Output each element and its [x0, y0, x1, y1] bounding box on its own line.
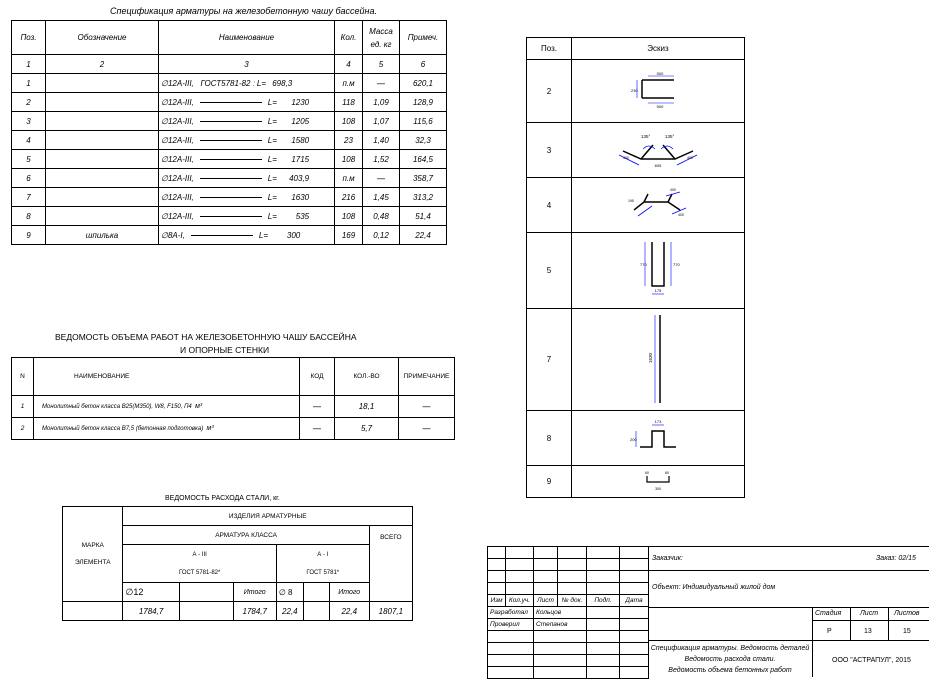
spec-row — [12, 112, 447, 131]
spec-mass: 0,12 — [363, 226, 400, 245]
spec-qty: 108 — [335, 150, 363, 169]
spec-mark — [46, 207, 159, 226]
steel-d8: ∅ 8 — [276, 583, 303, 602]
steel-a3-header — [123, 545, 276, 583]
spec-row — [12, 74, 447, 93]
dim-label: 400 — [623, 156, 629, 160]
stamp-header-row — [488, 595, 649, 607]
rebar-diameter: ∅12А-III, — [161, 135, 194, 145]
stamp-developer-role: Разработал — [488, 607, 534, 619]
spec-pos: 9 — [12, 226, 46, 245]
vol-name-text: Монолитный бетон класса В25(М350), W8, F150, П4 — [42, 404, 192, 410]
sketch-pos8-drawing — [628, 417, 688, 457]
dim-label: 1630 — [648, 352, 653, 363]
spec-mass: 1,40 — [363, 131, 400, 150]
dim-label: 500 — [656, 104, 664, 109]
stamp-col-label: Дата — [620, 595, 649, 607]
spec-note: 128,9 — [400, 93, 447, 112]
spec-qty: 216 — [335, 188, 363, 207]
spec-note: 22,4 — [400, 226, 447, 245]
spec-mark — [46, 112, 159, 131]
sketch-table — [526, 37, 745, 498]
length-label: L= — [267, 154, 277, 164]
spec-col-number: 3 — [159, 55, 335, 74]
sketch-pos4-drawing — [618, 184, 698, 224]
spec-name — [159, 188, 335, 207]
sketch-cell-3 — [572, 123, 745, 178]
spec-mass: 1,52 — [363, 150, 400, 169]
vol-n: 2 — [12, 418, 34, 440]
vol-header: КОД — [300, 358, 335, 396]
dim-label: 770 — [673, 261, 680, 267]
spec-note: 620,1 — [400, 74, 447, 93]
steel-table — [62, 506, 413, 621]
spec-row — [12, 207, 447, 226]
spec-col-number: 5 — [363, 55, 400, 74]
spec-header-row — [12, 21, 447, 55]
sketch-pos: 8 — [527, 411, 572, 466]
steel-empty-cell — [63, 602, 123, 621]
vol-unit: м³ — [206, 425, 214, 432]
length-label: L= — [267, 116, 277, 126]
rebar-length: 1230 — [291, 97, 310, 107]
steel-v8: 22,4 — [276, 602, 303, 621]
steel-products-header: ИЗДЕЛИЯ АРМАТУРНЫЕ — [123, 507, 413, 526]
sketch-pos: 3 — [527, 123, 572, 178]
rebar-diameter: ∅12А-III, — [161, 97, 194, 107]
spec-mark — [46, 93, 159, 112]
spec-header: Масса ед. кг — [363, 21, 400, 55]
vol-title-line2: И ОПОРНЫЕ СТЕНКИ — [180, 345, 270, 355]
stamp-desc-2: Ведомость расхода стали. — [684, 656, 776, 663]
rebar-length: 535 — [295, 211, 310, 221]
spec-mass: 1,45 — [363, 188, 400, 207]
sketch-pos5-drawing — [628, 236, 688, 304]
steel-grand-total: 1807,1 — [369, 602, 412, 621]
vol-name — [34, 396, 300, 418]
stamp-sheet-header: Лист — [860, 610, 879, 617]
vol-header: ПРИМЕЧАНИЕ — [399, 358, 455, 396]
spec-col-number: 6 — [400, 55, 447, 74]
spec-title: Спецификация арматуры на железобетонную чашу бассейна. — [110, 6, 377, 16]
spec-mark — [46, 169, 159, 188]
steel-v12: 1784,7 — [123, 602, 179, 621]
rebar-length: 698,3 — [272, 78, 293, 88]
stamp-sheets: 15 — [903, 628, 911, 635]
rebar-length: 403,9 — [289, 173, 310, 183]
spec-pos: 6 — [12, 169, 46, 188]
sketch-pos: 5 — [527, 233, 572, 309]
stamp-col-label: № док. — [558, 595, 587, 607]
spec-mark — [46, 74, 159, 93]
vol-header: НАИМЕНОВАНИЕ — [34, 358, 300, 396]
sketch-cell-2 — [572, 60, 745, 123]
spec-pos: 8 — [12, 207, 46, 226]
vol-header-row — [12, 358, 455, 396]
vol-name — [34, 418, 300, 440]
length-label: L= — [267, 135, 277, 145]
vol-code: — — [300, 418, 335, 440]
vol-table — [11, 357, 455, 440]
steel-mark-header: МАРКА ЭЛЕМЕНТА — [63, 507, 123, 602]
spec-pos: 4 — [12, 131, 46, 150]
rebar-length: 1580 — [291, 135, 310, 145]
spec-qty: п.м — [335, 74, 363, 93]
steel-a1-header — [276, 545, 369, 583]
stamp-sheets-header: Листов — [894, 610, 920, 617]
spec-mark: шпилька — [46, 226, 159, 245]
spec-name — [159, 169, 335, 188]
sketch-pos: 9 — [527, 466, 572, 498]
spec-row — [12, 93, 447, 112]
spec-table — [11, 20, 447, 245]
sketch-pos9-drawing — [633, 468, 683, 494]
rebar-length: 1630 — [291, 192, 310, 202]
spec-pos: 5 — [12, 150, 46, 169]
stamp-checker-role: Проверил — [488, 619, 534, 631]
spec-name — [159, 226, 335, 245]
stamp-col-label: Подп. — [587, 595, 620, 607]
spec-name — [159, 112, 335, 131]
stamp-sheet: 13 — [864, 628, 872, 635]
spec-mark — [46, 150, 159, 169]
sketch-pos2-drawing — [628, 70, 688, 110]
steel-a3-label: А - III — [192, 551, 207, 558]
steel-empty-cell — [303, 583, 329, 602]
sketch-header-pos: Поз. — [527, 38, 572, 60]
sketch-header-sketch: Эскиз — [572, 38, 745, 60]
sketch-cell-8 — [572, 411, 745, 466]
steel-a1-gost: ГОСТ 5781* — [306, 569, 340, 576]
sketch-cell-7 — [572, 309, 745, 411]
stamp-col-label: Кол.уч. — [506, 595, 534, 607]
spec-name: ∅12А-III, ГОСТ5781-82 ⁚ L= 698,3 — [159, 74, 335, 93]
steel-a3-gost: ГОСТ 5781-82* — [178, 569, 221, 576]
steel-class-header: АРМАТУРА КЛАССА — [123, 526, 369, 545]
vol-code: — — [300, 396, 335, 418]
vol-header: N — [12, 358, 34, 396]
dim-label: 400 — [678, 213, 684, 217]
dim-label: 195 — [628, 199, 634, 203]
spec-header: Обозначение — [46, 21, 159, 55]
dim-label: 60 — [645, 470, 649, 475]
steel-title: ВЕДОМОСТЬ РАСХОДА СТАЛИ, кг. — [165, 495, 280, 502]
stamp-customer: Заказчик: — [652, 555, 683, 562]
vol-title-line1: ВЕДОМОСТЬ ОБЪЕМА РАБОТ НА ЖЕЛЕЗОБЕТОННУЮ ЧАШУ БАССЕЙНА — [55, 332, 357, 342]
steel-empty-cell — [179, 583, 233, 602]
stamp-checker-name: Степанов — [534, 619, 587, 631]
spec-mass: 1,09 — [363, 93, 400, 112]
rebar-diameter: ∅12А-III, — [161, 173, 194, 183]
spec-name — [159, 150, 335, 169]
dim-label: 400 — [670, 188, 676, 192]
length-label: L= — [267, 173, 277, 183]
dim-label: 175 — [654, 287, 662, 293]
stamp-col-label: Лист — [534, 595, 558, 607]
vol-header: КОЛ.-ВО — [335, 358, 399, 396]
angle-label: 135° — [641, 134, 651, 139]
spec-note: 115,6 — [400, 112, 447, 131]
spec-pos: 7 — [12, 188, 46, 207]
angle-label: 135° — [665, 134, 675, 139]
spec-mass: 1,07 — [363, 112, 400, 131]
spec-header: Примеч. — [400, 21, 447, 55]
steel-v12-total: 1784,7 — [233, 602, 276, 621]
stamp-stage-header: Стадия — [815, 610, 842, 617]
spec-mass: — — [363, 74, 400, 93]
stamp-desc-3: Ведомость объема бетонных работ — [668, 667, 792, 674]
spec-name — [159, 131, 335, 150]
vol-note: — — [399, 418, 455, 440]
vol-n: 1 — [12, 396, 34, 418]
steel-v8-total: 22,4 — [329, 602, 369, 621]
dim-label: 300 — [655, 486, 661, 491]
steel-d12: ∅12 — [123, 583, 179, 602]
vol-name-text: Монолитный бетон класса В7,5 (бетонная подготовка) — [42, 426, 204, 432]
steel-a1-label: А - I — [317, 551, 329, 558]
spec-pos: 3 — [12, 112, 46, 131]
spec-name — [159, 93, 335, 112]
spec-header: Поз. — [12, 21, 46, 55]
rebar-diameter: ∅12А-III, — [161, 154, 194, 164]
vol-unit: м³ — [195, 403, 203, 410]
vol-qty: 5,7 — [335, 418, 399, 440]
length-label: L= — [267, 211, 277, 221]
spec-col-number: 2 — [46, 55, 159, 74]
sketch-cell-5 — [572, 233, 745, 309]
stamp-stage: Р — [827, 628, 832, 635]
vol-row — [12, 418, 455, 440]
spec-note: 164,5 — [400, 150, 447, 169]
stamp-organization: ООО "АСТРАПУЛ", 2015 — [832, 657, 911, 664]
steel-empty-cell — [179, 602, 233, 621]
stamp-col-label: Изм — [488, 595, 506, 607]
sketch-pos: 2 — [527, 60, 572, 123]
length-label: L= — [267, 97, 277, 107]
spec-note: 51,4 — [400, 207, 447, 226]
dim-label: 173 — [654, 419, 662, 424]
spec-header: Наименование — [159, 21, 335, 55]
dim-label: 605 — [654, 163, 662, 168]
rebar-diameter: ∅12А-III, — [161, 78, 194, 88]
spec-row — [12, 150, 447, 169]
spec-note: 313,2 — [400, 188, 447, 207]
spec-row — [12, 226, 447, 245]
sketch-pos7-drawing — [638, 311, 678, 407]
vol-row — [12, 396, 455, 418]
rebar-length: 1715 — [291, 154, 310, 164]
spec-note: 32,3 — [400, 131, 447, 150]
sketch-cell-4 — [572, 178, 745, 233]
dim-label: 200 — [630, 437, 637, 442]
rebar-length: 1205 — [291, 116, 310, 126]
stamp-order: Заказ: 02/15 — [876, 555, 916, 562]
rebar-diameter: ∅8А-I, — [161, 230, 185, 240]
dim-label: 230 — [631, 88, 638, 93]
length-label: L= — [258, 230, 268, 240]
sketch-pos3-drawing — [613, 129, 703, 169]
spec-mass: 0,48 — [363, 207, 400, 226]
spec-number-row — [12, 55, 447, 74]
sketch-pos: 7 — [527, 309, 572, 411]
dim-label: 770 — [640, 261, 647, 267]
vol-note: — — [399, 396, 455, 418]
spec-qty: 108 — [335, 112, 363, 131]
stamp-developer-name: Кольцов — [534, 607, 587, 619]
spec-row — [12, 131, 447, 150]
rebar-length: 300 — [286, 230, 301, 240]
spec-col-number: 4 — [335, 55, 363, 74]
spec-qty: 108 — [335, 207, 363, 226]
spec-row — [12, 188, 447, 207]
spec-name — [159, 207, 335, 226]
rebar-diameter: ∅12А-III, — [161, 211, 194, 221]
spec-col-number: 1 — [12, 55, 46, 74]
spec-mass: — — [363, 169, 400, 188]
stamp-left-grid — [487, 546, 649, 679]
spec-header: Кол. — [335, 21, 363, 55]
length-label: L= — [267, 192, 277, 202]
spec-pos: 2 — [12, 93, 46, 112]
dim-label: 60 — [665, 470, 669, 475]
dim-label: 500 — [656, 71, 664, 76]
rebar-diameter: ∅12А-III, — [161, 192, 194, 202]
steel-itogo-12: Итого — [233, 583, 276, 602]
rebar-standard: ГОСТ5781-82 — [200, 78, 251, 88]
vol-qty: 18,1 — [335, 396, 399, 418]
spec-pos: 1 — [12, 74, 46, 93]
stamp-object: Объект: Индивидуальный жилой дом — [652, 584, 776, 591]
steel-empty-cell — [303, 602, 329, 621]
spec-row — [12, 169, 447, 188]
steel-total-header: ВСЕГО — [369, 526, 412, 602]
sketch-pos: 4 — [527, 178, 572, 233]
length-label: L= — [256, 78, 267, 88]
spec-mark — [46, 188, 159, 207]
steel-itogo-8: Итого — [329, 583, 369, 602]
spec-qty: 169 — [335, 226, 363, 245]
spec-qty: 23 — [335, 131, 363, 150]
spec-qty: п.м — [335, 169, 363, 188]
spec-note: 358,7 — [400, 169, 447, 188]
spec-mark — [46, 131, 159, 150]
spec-qty: 118 — [335, 93, 363, 112]
sketch-cell-9 — [572, 466, 745, 498]
stamp-desc-1: Спецификация арматуры. Ведомость деталей — [650, 645, 810, 652]
rebar-diameter: ∅12А-III, — [161, 116, 194, 126]
dim-label: 400 — [687, 156, 693, 160]
